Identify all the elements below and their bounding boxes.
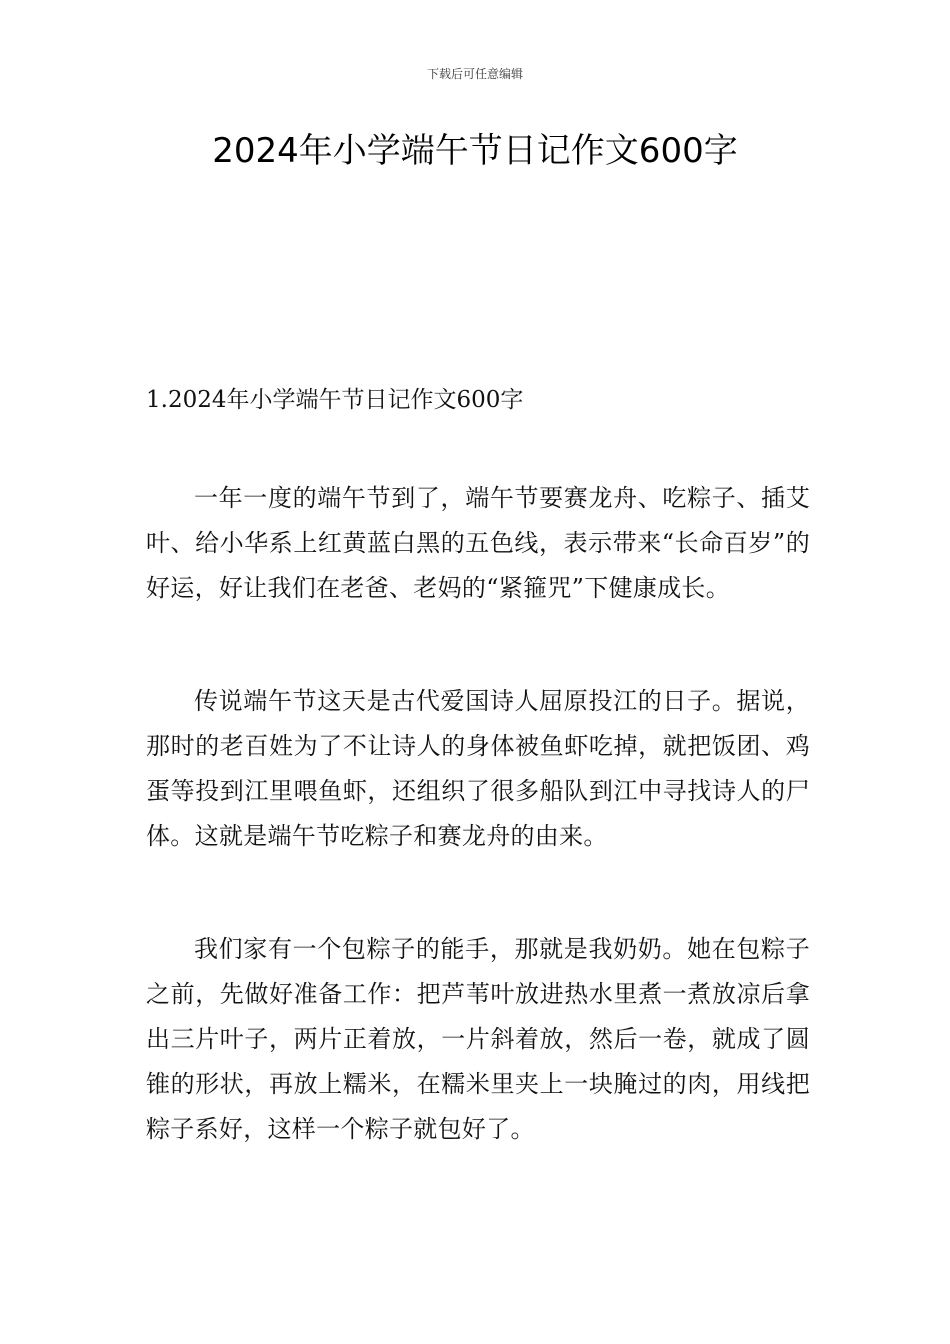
paragraph-3: 我们家有一个包粽子的能手，那就是我奶奶。她在包粽子之前，先做好准备工作：把芦苇叶放进热水里煮一煮放凉后拿出三片叶子，两片正着放，一片斜着放，然后一卷，就成了圆锥的形状，再放上糯米，在糯米里夹上一块腌过的肉，用线把粽子系好，这样一个粽子就包好了。 [146, 935, 810, 1143]
document-title: 2024年小学端午节日记作文600字 [212, 131, 738, 171]
section-heading: 1.2024年小学端午节日记作文600字 [146, 387, 524, 413]
paragraph-1: 一年一度的端午节到了，端午节要赛龙舟、吃粽子、插艾叶、给小华系上红黄蓝白黑的五色线，表示带来“长命百岁”的好运，好让我们在老爸、老妈的“紧箍咒”下健康成长。 [146, 484, 810, 602]
paragraph-2: 传说端午节这天是古代爱国诗人屈原投江的日子。据说，那时的老百姓为了不让诗人的身体被鱼虾吃掉，就把饭团、鸡蛋等投到江里喂鱼虾，还组织了很多船队到江中寻找诗人的尸体。这就是端午节吃粽子和赛龙舟的由来。 [146, 687, 810, 850]
header-note: 下载后可任意编辑 [426, 67, 523, 81]
body-text [146, 476, 810, 1220]
